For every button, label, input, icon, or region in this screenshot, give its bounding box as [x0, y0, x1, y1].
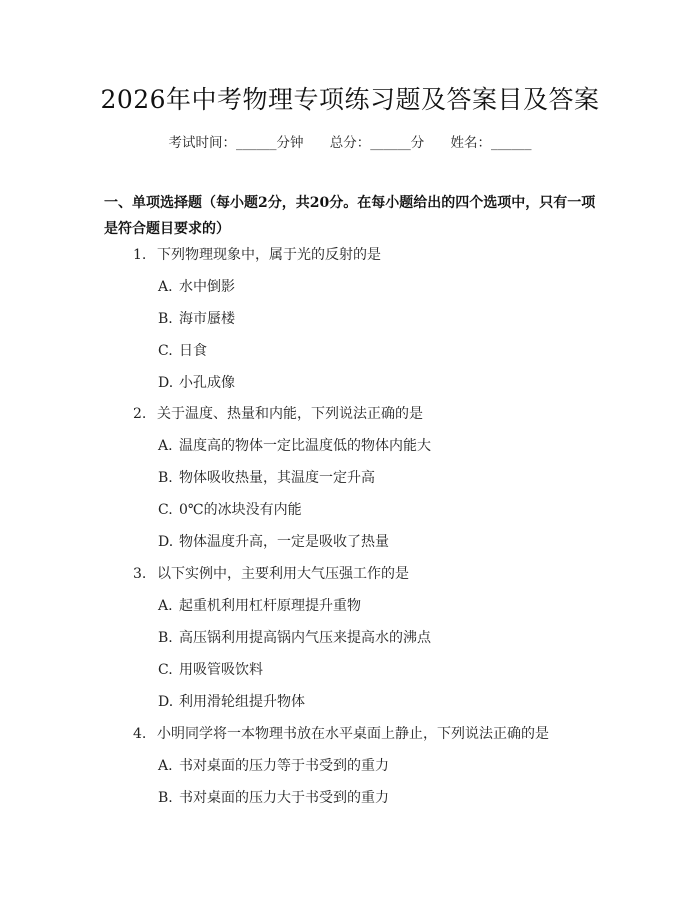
- student-name: 姓名：______: [450, 135, 532, 151]
- option-4a: A. 书对桌面的压力等于书受到的重力: [158, 758, 389, 774]
- exam-time-blank: ______: [235, 135, 277, 151]
- question-text: 下列物理现象中，属于光的反射的是: [157, 247, 381, 263]
- option-2d: D. 物体温度升高，一定是吸收了热量: [158, 534, 389, 550]
- option-3c: C. 用吸管吸饮料: [158, 662, 263, 678]
- total-score-blank: ______: [370, 135, 411, 151]
- option-3a: A. 起重机利用杠杆原理提升重物: [158, 598, 361, 614]
- page-title: 2026年中考物理专项练习题及答案目及答案: [100, 85, 600, 114]
- exam-info-bar: [0, 131, 700, 151]
- option-2a: A. 温度高的物体一定比温度低的物体内能大: [158, 438, 431, 454]
- option-2b: B. 物体吸收热量，其温度一定升高: [158, 470, 375, 486]
- option-1c: C. 日食: [158, 343, 207, 359]
- option-2c: C. 0℃的冰块没有内能: [158, 502, 302, 518]
- question-text: 小明同学将一本物理书放在水平桌面上静止，下列说法正确的是: [157, 726, 549, 742]
- section-heading: 一、单项选择题（每小题2分，共20分。在每小题给出的四个选项中，只有一项是符合题目要求的）: [104, 195, 596, 237]
- option-1b: B. 海市蜃楼: [158, 311, 235, 327]
- question-text: 以下实例中，主要利用大气压强工作的是: [157, 566, 409, 582]
- option-4b: B. 书对桌面的压力大于书受到的重力: [158, 790, 389, 806]
- option-1a: A. 水中倒影: [158, 279, 235, 295]
- question-4: 4. 小明同学将一本物理书放在水平桌面上静止，下列说法正确的是: [133, 726, 549, 742]
- exam-time: 考试时间：______分钟: [168, 135, 304, 151]
- total-score: 总分：______分: [329, 135, 425, 151]
- question-3: 3. 以下实例中，主要利用大气压强工作的是: [133, 566, 409, 582]
- question-text: 关于温度、热量和内能，下列说法正确的是: [157, 406, 423, 422]
- question-2: 2. 关于温度、热量和内能，下列说法正确的是: [133, 406, 423, 422]
- question-1: 1. 下列物理现象中，属于光的反射的是: [133, 247, 381, 263]
- option-3b: B. 高压锅利用提高锅内气压来提高水的沸点: [158, 630, 431, 646]
- option-3d: D. 利用滑轮组提升物体: [158, 694, 305, 710]
- option-1d: D. 小孔成像: [158, 375, 235, 391]
- student-name-blank: ______: [491, 135, 532, 151]
